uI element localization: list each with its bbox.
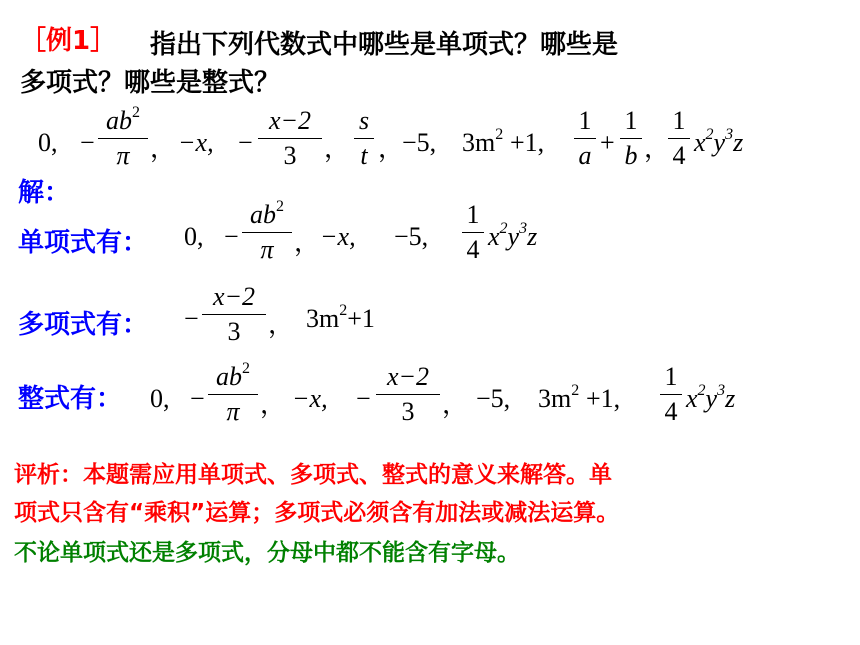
frac-ab2-pi: $ab^2$ π <box>208 362 258 427</box>
polynomials-label: 多项式有： <box>18 310 149 340</box>
expr-x2y3z: $x^2y^3z$ <box>488 220 538 251</box>
comma: ， <box>268 310 295 339</box>
comma: ， <box>644 134 671 163</box>
comma: ， <box>260 390 287 419</box>
expr-plus1: +1, <box>510 128 545 157</box>
expr-x2y3z: $x^2y^3z$ <box>686 382 736 413</box>
frac-1-over-4: 1 4 <box>462 200 484 265</box>
plus-sign: + <box>600 128 615 157</box>
question-line-2: 多项式？哪些是整式？ <box>20 68 281 98</box>
expr-neg-x: −x, <box>292 384 328 413</box>
expr-neg5: −5, <box>394 222 429 251</box>
comma: ， <box>378 134 405 163</box>
analysis-line-3: 不论单项式还是多项式，分母中都不能含有字母。 <box>14 540 520 566</box>
expr-3m2-plus1: $3m^2+1$ <box>306 302 375 333</box>
minus-sign: − <box>356 384 371 413</box>
integral-label: 整式有： <box>18 384 123 414</box>
example-tag: ［例1］ <box>20 26 117 56</box>
expr-x2y3z: $x^2y^3z$ <box>694 126 744 157</box>
minus-sign: − <box>238 128 253 157</box>
comma: ， <box>150 134 177 163</box>
minus-sign: − <box>190 384 205 413</box>
comma: ， <box>442 390 469 419</box>
frac-x-minus-2-over-3: x−2 3 <box>258 106 322 171</box>
analysis-line-2: 项式只含有“乘积”运算；多项式必须含有加法或减法运算。 <box>14 500 620 526</box>
expr-zero: 0, <box>184 222 204 251</box>
comma: ， <box>294 228 321 257</box>
frac-1-over-a: 1 a <box>574 106 596 171</box>
frac-ab2-pi: $ab^2$ π <box>98 106 148 171</box>
frac-ab2-pi: $ab^2$ π <box>242 200 292 265</box>
expr-plus1: +1, <box>586 384 621 413</box>
minus-sign: − <box>80 128 95 157</box>
expr-neg-x: −x, <box>178 128 214 157</box>
minus-sign: − <box>184 304 199 333</box>
comma: ， <box>324 134 351 163</box>
question-line-1: 指出下列代数式中哪些是单项式？哪些是 <box>150 30 619 60</box>
monomials-label: 单项式有： <box>18 228 149 258</box>
frac-1-over-4: 1 4 <box>660 362 682 427</box>
expr-neg5: −5, <box>402 128 437 157</box>
solution-label: 解： <box>18 178 71 208</box>
frac-x-minus-2-over-3: x−2 3 <box>202 282 266 347</box>
expr-neg-x: −x, <box>320 222 356 251</box>
minus-sign: − <box>224 222 239 251</box>
frac-1-over-b: 1 b <box>620 106 642 171</box>
expr-neg5: −5, <box>476 384 511 413</box>
expr-zero: 0, <box>38 128 58 157</box>
expr-zero: 0, <box>150 384 170 413</box>
expr-3m2: $3m^2$ <box>462 126 504 157</box>
frac-1-over-4: 1 4 <box>668 106 690 171</box>
frac-x-minus-2-over-3: x−2 3 <box>376 362 440 427</box>
expr-3m2: $3m^2$ <box>538 382 580 413</box>
frac-s-over-t: s t <box>354 106 374 171</box>
analysis-line-1: 评析：本题需应用单项式、多项式、整式的意义来解答。单 <box>14 462 612 488</box>
